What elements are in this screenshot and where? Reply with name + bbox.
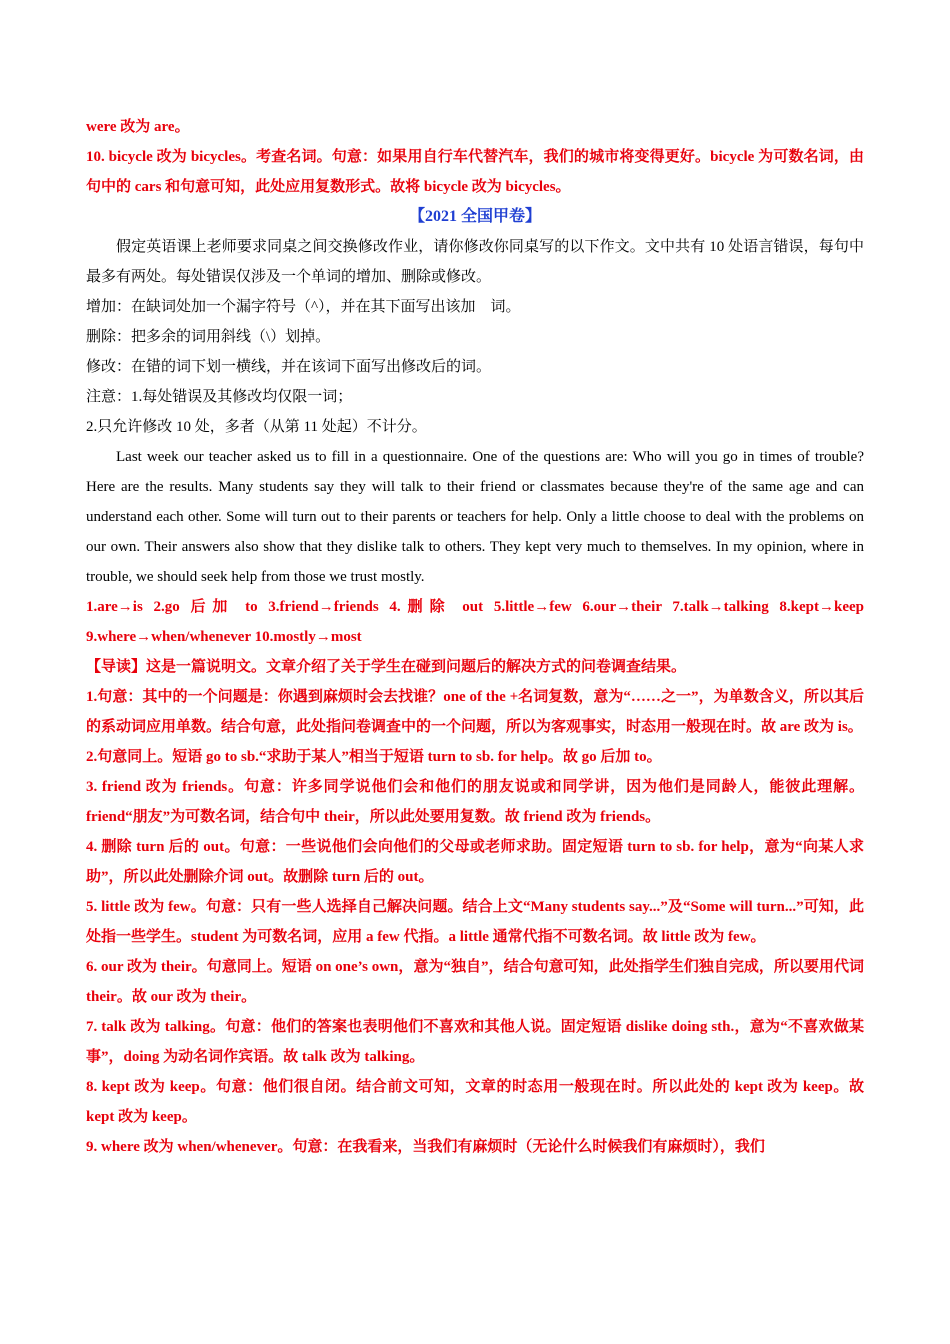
document-page [86,112,864,1162]
answer-line-were: were 改为 are。 [86,119,190,135]
explanation-5: 5. little 改为 few。句意：只有一些人选择自己解决问题。结合上文“Many students say...”及“Some will turn...”可知，此处指一些学生。student 为可数名词，应用 a few 代指。a little 通常代指不可数名词。故 little 改为 few。 [86,899,864,945]
answer-explanation-10: 10. bicycle 改为 bicycles。考查名词。句意：如果用自行车代替汽车，我们的城市将变得更好。bicycle 为可数名词，由句中的 cars 和句意可知，此处应用复数形式。故将 bicycle 改为 bicycles。 [86,149,864,195]
explanation-1: 1.句意：其中的一个问题是：你遇到麻烦时会去找谁？one of the +名词复数，意为“……之一”，为单数含义，所以其后的系动词应用单数。结合句意，此处指问卷调查中的一个问题，所以为客观事实，时态用一般现在时。故 are 改为 is。 [86,689,864,735]
guide-text: 【导读】这是一篇说明文。文章介绍了关于学生在碰到问题后的解决方式的问卷调查结果。 [86,659,687,675]
explanation-7: 7. talk 改为 talking。句意：他们的答案也表明他们不喜欢和其他人说。固定短语 dislike doing sth.，意为“不喜欢做某事”，doing 为动名词作宾语。故 talk 改为 talking。 [86,1019,864,1065]
instructions-intro: 假定英语课上老师要求同桌之间交换修改作业，请你修改你同桌写的以下作文。文中共有 10 处语言错误，每句中最多有两处。每处错误仅涉及一个单词的增加、删除或修改。 [86,239,864,285]
explanation-4: 4. 删除 turn 后的 out。句意：一些说他们会向他们的父母或老师求助。固定短语 turn to sb. for help，意为“向某人求助”，所以此处删除介词 out。故删除 turn 后的 out。 [86,839,864,885]
explanation-8: 8. kept 改为 keep。句意：他们很自闭。结合前文可知，文章的时态用一般现在时。所以此处的 kept 改为 keep。故 kept 改为 keep。 [86,1079,864,1125]
instruction-add: 增加：在缺词处加一个漏字符号（^），并在其下面写出该加 词。 [86,299,521,315]
explanation-9: 9. where 改为 when/whenever。句意：在我看来，当我们有麻烦时（无论什么时候我们有麻烦时），我们 [86,1139,765,1155]
explanation-6: 6. our 改为 their。句意同上。短语 on one’s own，意为“独自”，结合句意可知，此处指学生们独自完成，所以要用代词 their。故 our 改为 their。 [86,959,864,1005]
passage-text: Last week our teacher asked us to fill in a questionnaire. One of the questions are: Who will you go in times of trouble? Here are the results. Many students say they will talk to their friend or classmates because they're of the same age and can understand each other. Some will turn out to their parents or teachers for help. Only a little choose to deal with the problems on our own. Their answers also show that they dislike talk to others. They kept very much to themselves. In my opinion, where in trouble, we should seek help from those we trust mostly. [86,449,864,585]
answer-key: 1.are→is 2.go 后加 to 3.friend→friends 4.删除 out 5.little→few 6.our→their 7.talk→talking 8.kept→keep 9.where→when/whenever 10.mostly→most [86,599,864,645]
explanation-2: 2.句意同上。短语 go to sb.“求助于某人”相当于短语 turn to sb. for help。故 go 后加 to。 [86,749,662,765]
instruction-note-2: 2.只允许修改 10 处，多者（从第 11 处起）不计分。 [86,419,427,435]
explanation-3: 3. friend 改为 friends。句意：许多同学说他们会和他们的朋友说或和同学讲，因为他们是同龄人，能彼此理解。friend“朋友”为可数名词，结合句中 their，所以此处要用复数。故 friend 改为 friends。 [86,779,864,825]
instruction-delete: 删除：把多余的词用斜线（\）划掉。 [86,329,331,345]
instruction-modify: 修改：在错的词下划一横线，并在该词下面写出修改后的词。 [86,359,492,375]
section-title: 【2021 全国甲卷】 [408,208,541,225]
instruction-note-1: 注意：1.每处错误及其修改均仅限一词； [86,389,353,405]
